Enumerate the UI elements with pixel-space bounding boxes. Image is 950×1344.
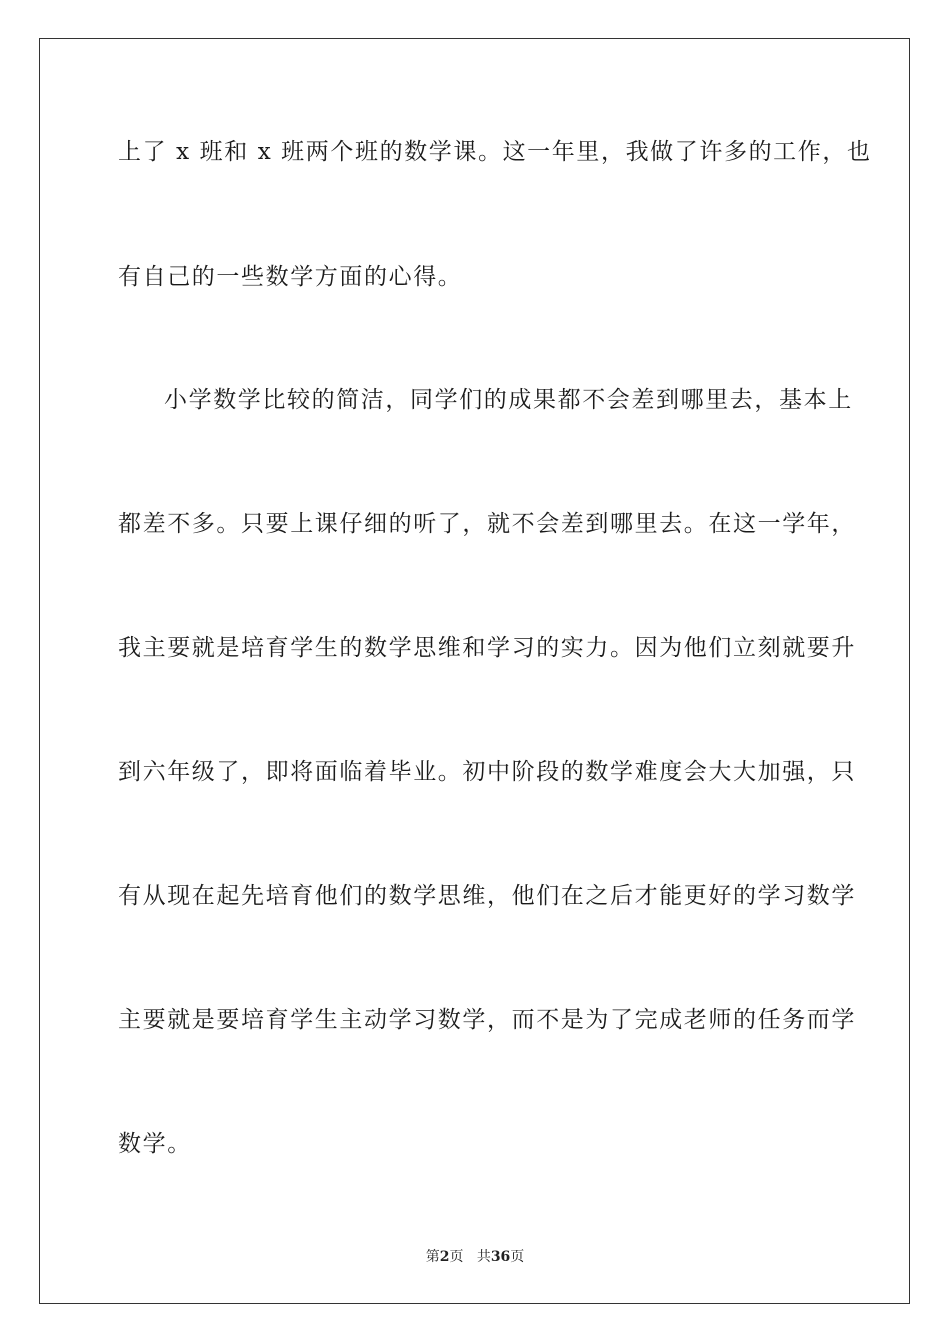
footer-page-suffix: 页 <box>449 1249 464 1265</box>
body-text-line: 小学数学比较的简洁，同学们的成果都不会差到哪里去，基本上 <box>164 387 853 413</box>
body-text-line: 主要就是要培育学生主动学习数学，而不是为了完成老师的任务而学 <box>118 1007 856 1033</box>
footer-total-suffix: 页 <box>510 1249 525 1265</box>
body-text-line: 上了 x 班和 x 班两个班的数学课。这一年里，我做了许多的工作，也 <box>118 139 872 165</box>
body-text-line: 到六年级了，即将面临着毕业。初中阶段的数学难度会大大加强，只 <box>118 759 856 785</box>
body-text-line: 有从现在起先培育他们的数学思维，他们在之后才能更好的学习数学 <box>118 883 856 909</box>
footer-prefix: 第 <box>425 1249 440 1265</box>
page-border <box>39 38 910 1304</box>
footer-total-prefix: 共 <box>476 1249 491 1265</box>
body-text-line: 都差不多。只要上课仔细的听了，就不会差到哪里去。在这一学年， <box>118 511 856 537</box>
body-text-line: 有自己的一些数学方面的心得。 <box>118 264 463 290</box>
page-footer <box>0 1248 950 1266</box>
footer-page-number: 2 <box>439 1249 450 1265</box>
footer-total-pages: 36 <box>490 1249 511 1265</box>
body-text-line: 我主要就是培育学生的数学思维和学习的实力。因为他们立刻就要升 <box>118 635 856 661</box>
body-text-line: 数学。 <box>118 1131 192 1157</box>
